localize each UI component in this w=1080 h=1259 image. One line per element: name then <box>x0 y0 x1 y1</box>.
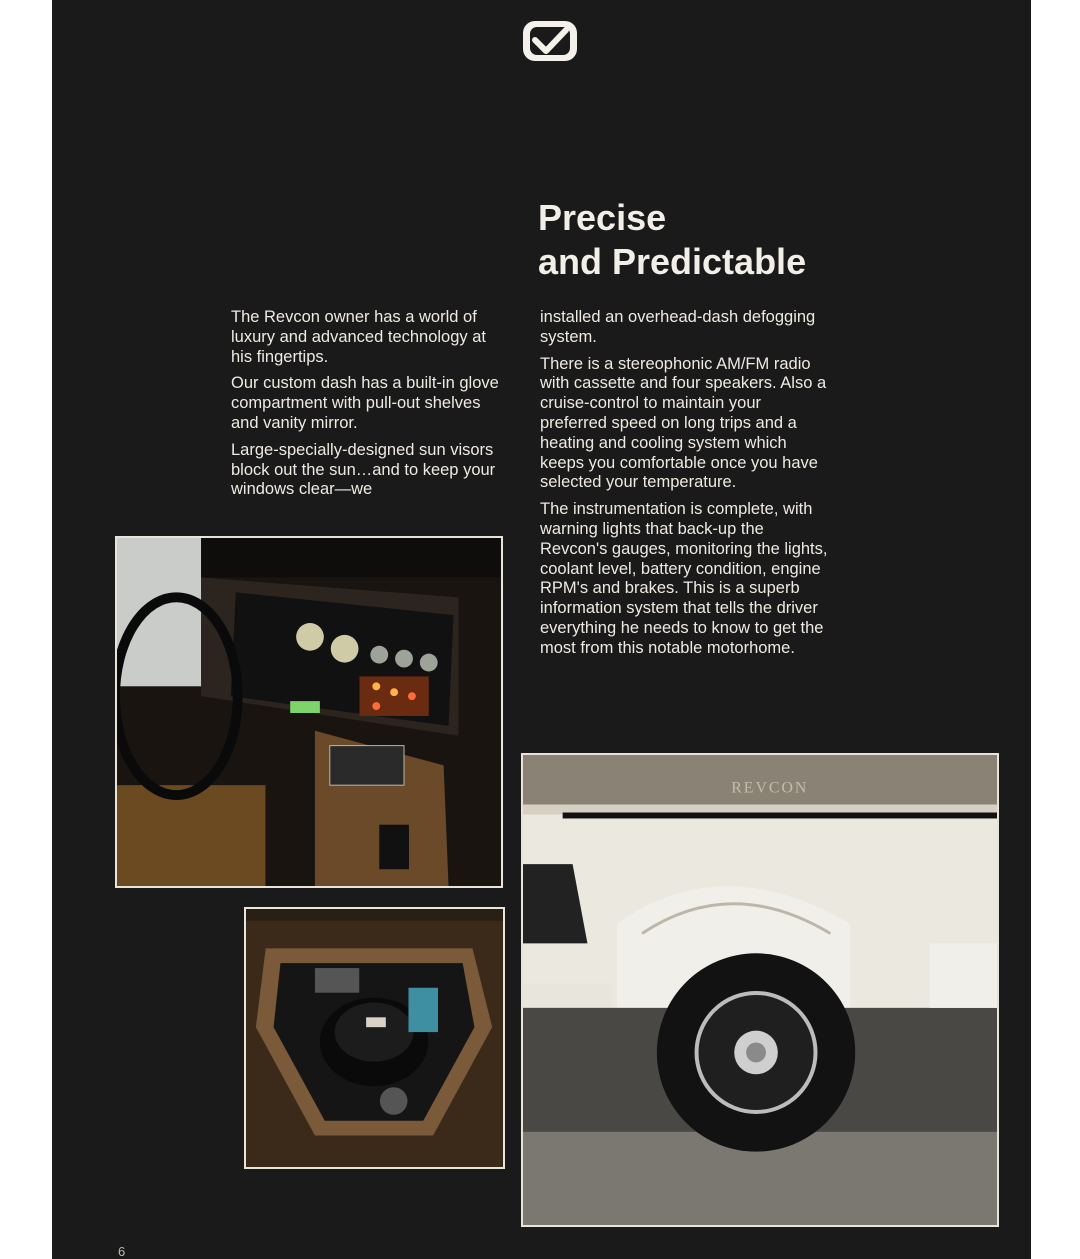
page-headline <box>538 196 958 284</box>
revcon-logo-icon <box>520 18 580 64</box>
headline-line-1: Precise <box>538 197 667 238</box>
page-number: 6 <box>118 1244 126 1259</box>
paragraph: The instrumentation is complete, with warning lights that back-up the Revcon's gauges, monitoring the lights, coolant level, battery condition, engine RPM's and brakes. This is a superb information system that tells the driver everything he needs to know to get the most from this notable motorhome. <box>540 500 828 657</box>
paragraph: The Revcon owner has a world of luxury and advanced technology at his fingertips. <box>231 308 487 366</box>
dashboard-photo <box>115 536 503 888</box>
engine-compartment-photo <box>244 907 505 1169</box>
page-margin <box>0 0 52 1259</box>
paragraph: Large-specially-designed sun visors block out the sun…and to keep your windows clear—we <box>231 440 496 499</box>
paragraph: There is a stereophonic AM/FM radio with cassette and four speakers. Also a cruise-control to maintain your preferred speed on long trips and a heating and cooling system which keeps you comfortable once you have selected your temperature. <box>540 354 827 492</box>
headline-line-2: and Predictable <box>538 241 807 282</box>
paragraph: installed an overhead-dash defogging system. <box>540 308 816 346</box>
right-text-column <box>540 308 830 666</box>
revcon-brand-text: REVCON <box>731 779 809 797</box>
left-text-column <box>231 308 511 507</box>
exterior-wheel-photo <box>521 753 999 1227</box>
paragraph: Our custom dash has a built-in glove compartment with pull-out shelves and vanity mirror. <box>231 374 499 432</box>
